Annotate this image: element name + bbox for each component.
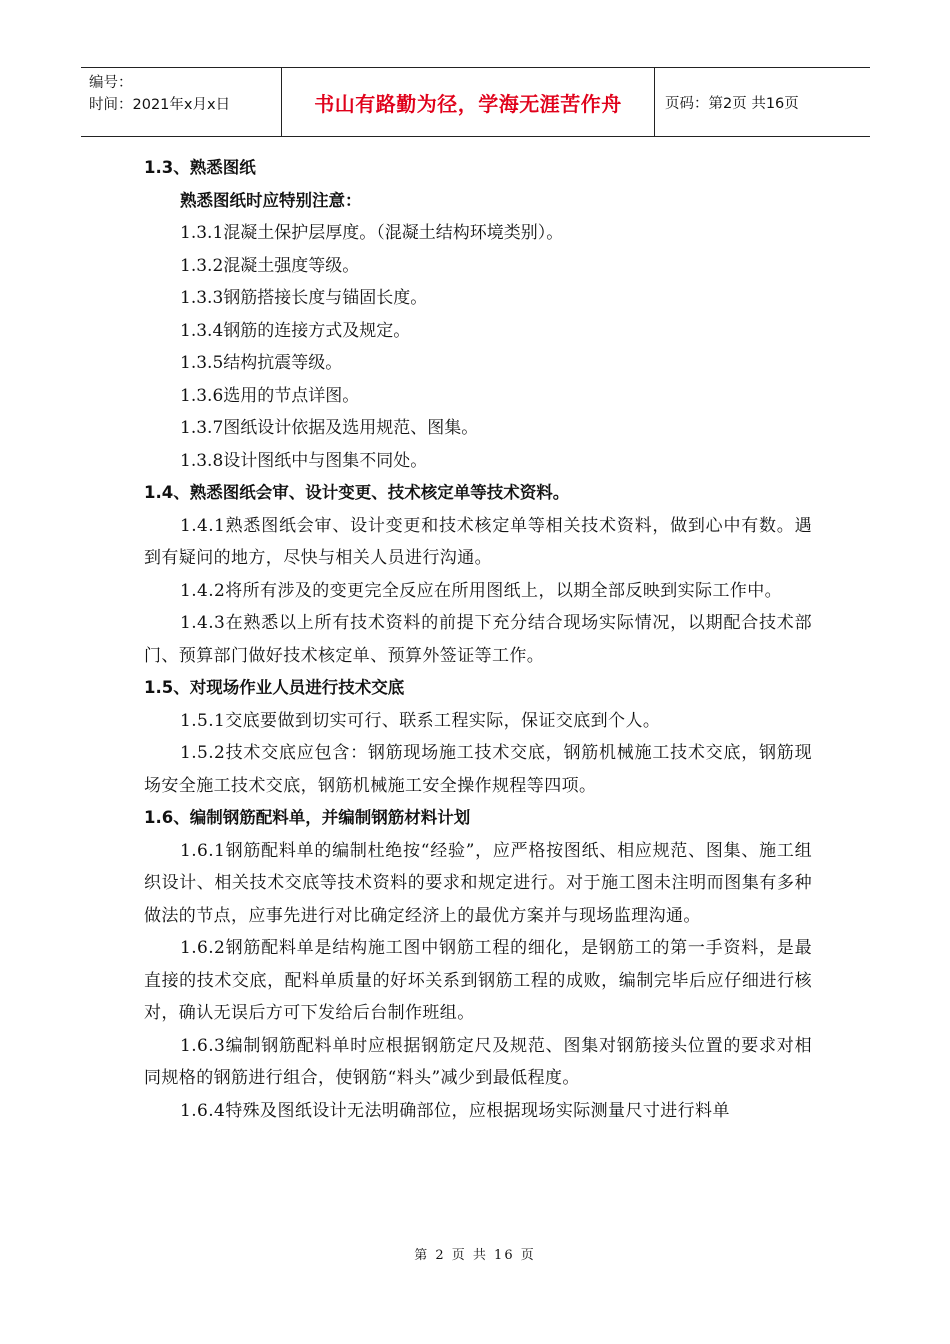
number-label: 编号： bbox=[89, 75, 133, 91]
paragraph: 1.6.3编制钢筋配料单时应根据钢筋定尺及规范、图集对钢筋接头位置的要求对相同规格的钢筋进行组合，使钢筋“料头”减少到最低程度。 bbox=[144, 1035, 812, 1088]
paragraph: 1.4.3在熟悉以上所有技术资料的前提下充分结合现场实际情况，以期配合技术部门、预算部门做好技术核定单、预算外签证等工作。 bbox=[144, 613, 812, 666]
section-1-3-title: 1.3、熟悉图纸 bbox=[144, 158, 256, 177]
paragraph: 1.6.4特殊及图纸设计无法明确部位，应根据现场实际测量尺寸进行料单 bbox=[180, 1100, 730, 1121]
section-1-3-subtitle: 熟悉图纸时应特别注意： bbox=[180, 190, 362, 210]
paragraph: 1.6.1钢筋配料单的编制杜绝按“经验”，应严格按图纸、相应规范、图集、施工组织设计、相关技术交底等技术资料的要求和规定进行。对于施工图未注明而图集有多种做法的节点，应事先进行对比确定经济上的最优方案并与现场监理沟通。 bbox=[144, 840, 812, 926]
section-1-6-title: 1.6、编制钢筋配料单，并编制钢筋材料计划 bbox=[144, 808, 471, 827]
list-item: 1.3.7图纸设计依据及选用规范、图集。 bbox=[180, 418, 479, 438]
header-motto: 书山有路勤为径，学海无涯苦作舟 bbox=[282, 68, 655, 136]
header-meta bbox=[81, 68, 282, 136]
list-item: 1.3.1混凝土保护层厚度。（混凝土结构环境类别）。 bbox=[180, 223, 564, 243]
list-item: 1.3.8设计图纸中与图集不同处。 bbox=[180, 450, 428, 471]
list-item: 1.3.5结构抗震等级。 bbox=[180, 353, 343, 373]
list-item: 1.3.3钢筋搭接长度与锚固长度。 bbox=[180, 288, 428, 308]
document-body bbox=[144, 152, 812, 1127]
section-1-5-title: 1.5、对现场作业人员进行技术交底 bbox=[144, 678, 405, 697]
paragraph: 1.5.2技术交底应包含：钢筋现场施工技术交底，钢筋机械施工技术交底，钢筋现场安全施工技术交底，钢筋机械施工安全操作规程等四项。 bbox=[144, 743, 812, 796]
paragraph: 1.6.2钢筋配料单是结构施工图中钢筋工程的细化，是钢筋工的第一手资料，是最直接的技术交底，配料单质量的好坏关系到钢筋工程的成败，编制完毕后应仔细进行核对，确认无误后方可下发给后台制作班组。 bbox=[144, 938, 812, 1023]
paragraph: 1.5.1交底要做到切实可行、联系工程实际，保证交底到个人。 bbox=[180, 710, 661, 731]
header-page-info: 页码：第2页 共16页 bbox=[665, 95, 799, 112]
paragraph: 1.4.1熟悉图纸会审、设计变更和技术核定单等相关技术资料，做到心中有数。遇到有疑问的地方，尽快与相关人员进行沟通。 bbox=[144, 515, 812, 568]
section-1-4-title: 1.4、熟悉图纸会审、设计变更、技术核定单等技术资料。 bbox=[144, 483, 570, 502]
list-item: 1.3.4钢筋的连接方式及规定。 bbox=[180, 320, 411, 341]
list-item: 1.3.6选用的节点详图。 bbox=[180, 385, 360, 406]
list-item: 1.3.2混凝土强度等级。 bbox=[180, 255, 360, 276]
page-footer: 第 2 页 共 16 页 bbox=[414, 1248, 536, 1263]
date-label: 时间：2021年x月x日 bbox=[89, 97, 231, 113]
paragraph: 1.4.2将所有涉及的变更完全反应在所用图纸上，以期全部反映到实际工作中。 bbox=[180, 580, 783, 601]
page-header bbox=[81, 67, 870, 137]
